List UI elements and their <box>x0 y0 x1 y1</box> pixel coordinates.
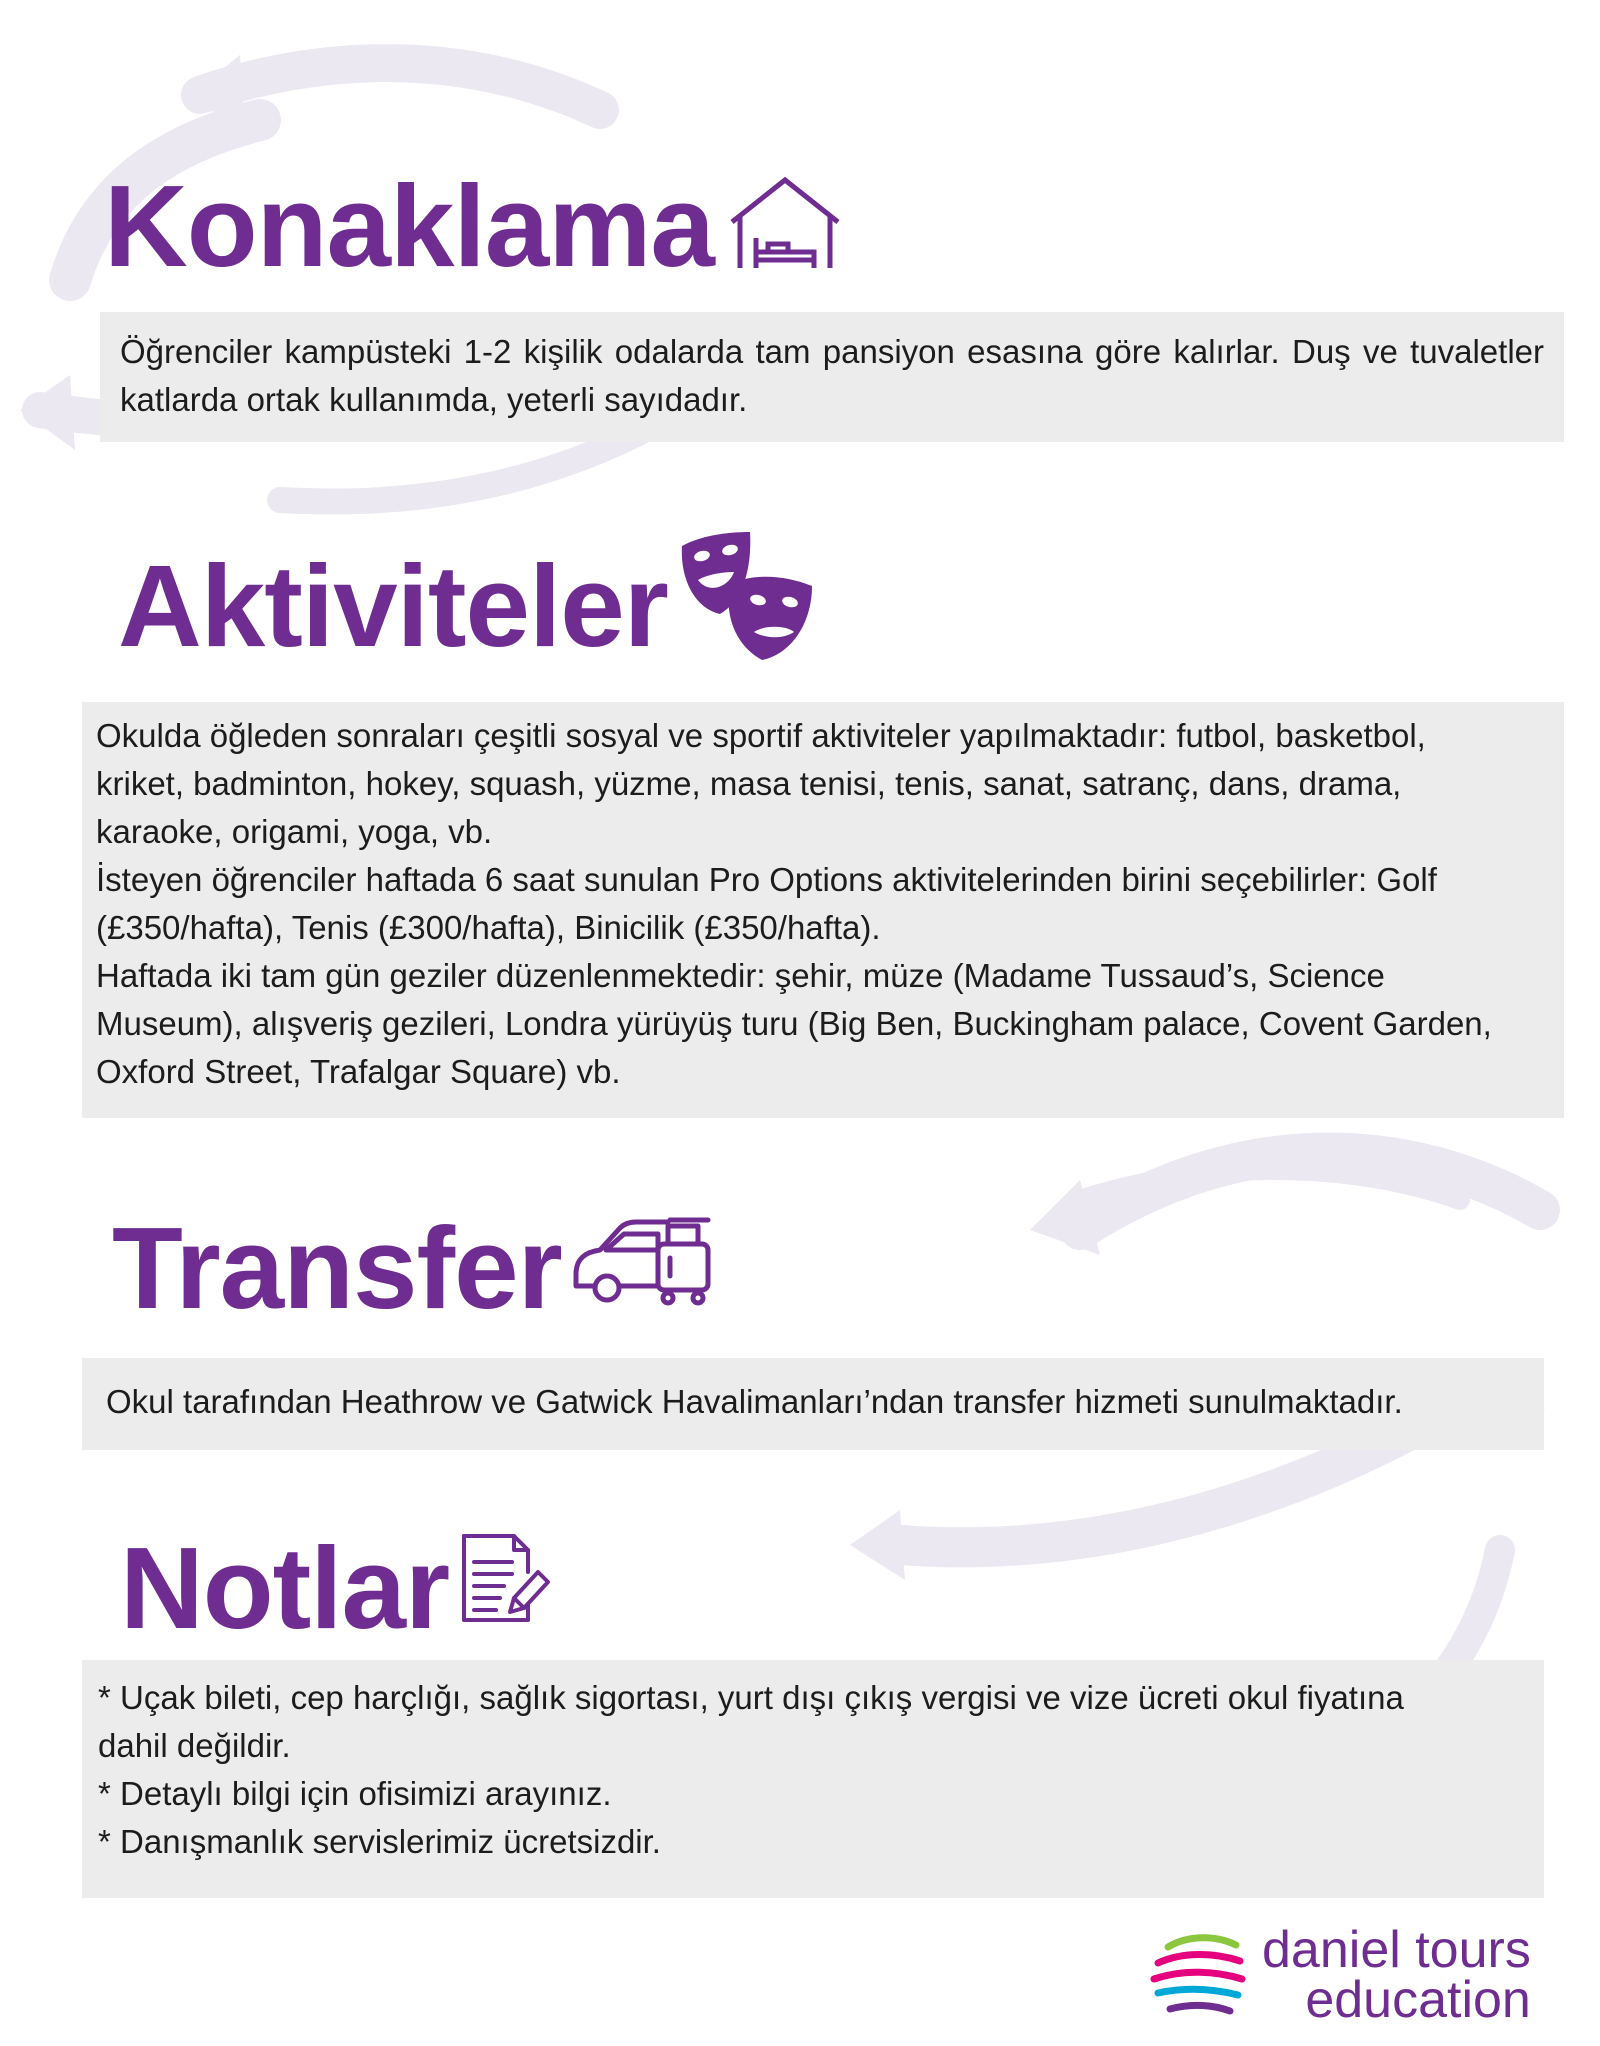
theater-masks-icon <box>678 528 816 664</box>
aktiviteler-line: Okulda öğleden sonraları çeşitli sosyal ve sportif aktiviteler yapılmaktadır: futbol, basketbol, <box>96 717 1426 754</box>
transfer-text: Okul tarafından Heathrow ve Gatwick Havalimanları’ndan transfer hizmeti sunulmaktadır. <box>106 1383 1403 1420</box>
aktiviteler-line: İsteyen öğrenciler haftada 6 saat sunulan Pro Options aktivitelerinden birini seçebilirler: Golf <box>96 861 1437 898</box>
aktiviteler-line: Oxford Street, Trafalgar Square) vb. <box>96 1053 621 1090</box>
notlar-heading: Notlar <box>120 1523 450 1653</box>
notlar-line: dahil değildir. <box>98 1727 291 1764</box>
aktiviteler-line: Haftada iki tam gün geziler düzenlenmektedir: şehir, müze (Madame Tussaud’s, Science <box>96 957 1385 994</box>
aktiviteler-line: Museum), alışveriş gezileri, Londra yürüyüş turu (Big Ben, Buckingham palace, Covent Garden, <box>96 1005 1492 1042</box>
house-bed-icon <box>728 176 842 272</box>
logo-text <box>1262 1921 1531 2029</box>
aktiviteler-heading: Aktiviteler <box>118 541 668 671</box>
daniel-tours-swirl-icon <box>1150 1931 1246 2019</box>
transfer-heading: Transfer <box>112 1203 562 1333</box>
aktiviteler-line: karaoke, origami, yoga, vb. <box>96 813 493 850</box>
daniel-tours-logo[interactable] <box>1150 1921 1570 2035</box>
logo-line-2: education <box>1305 1971 1531 2029</box>
notlar-info-box <box>82 1660 1544 1898</box>
notlar-line: * Uçak bileti, cep harçlığı, sağlık sigortası, yurt dışı çıkış vergisi ve vize ücreti okul fiyatına <box>98 1679 1404 1716</box>
aktiviteler-line: (£350/hafta), Tenis (£300/hafta), Binicilik (£350/hafta). <box>96 909 881 946</box>
car-luggage-icon <box>572 1214 712 1308</box>
notlar-line: * Detaylı bilgi için ofisimizi arayınız. <box>98 1775 612 1812</box>
logo-line-1: daniel tours <box>1262 1921 1531 1979</box>
transfer-info-box <box>82 1358 1544 1450</box>
aktiviteler-info-box <box>82 702 1564 1118</box>
konaklama-heading: Konaklama <box>104 161 714 291</box>
konaklama-info-box <box>100 312 1564 442</box>
aktiviteler-line: kriket, badminton, hokey, squash, yüzme, masa tenisi, tenis, sanat, satranç, dans, drama, <box>96 765 1402 802</box>
document-pen-icon <box>460 1532 552 1624</box>
notlar-line: * Danışmanlık servislerimiz ücretsizdir. <box>98 1823 661 1860</box>
konaklama-text: Öğrenciler kampüsteki 1-2 kişilik odalarda tam pansiyon esasına göre kalırlar. Duş ve tuvaletler katlarda ortak kullanımda, yeterli sayıdadır. <box>120 333 1544 418</box>
